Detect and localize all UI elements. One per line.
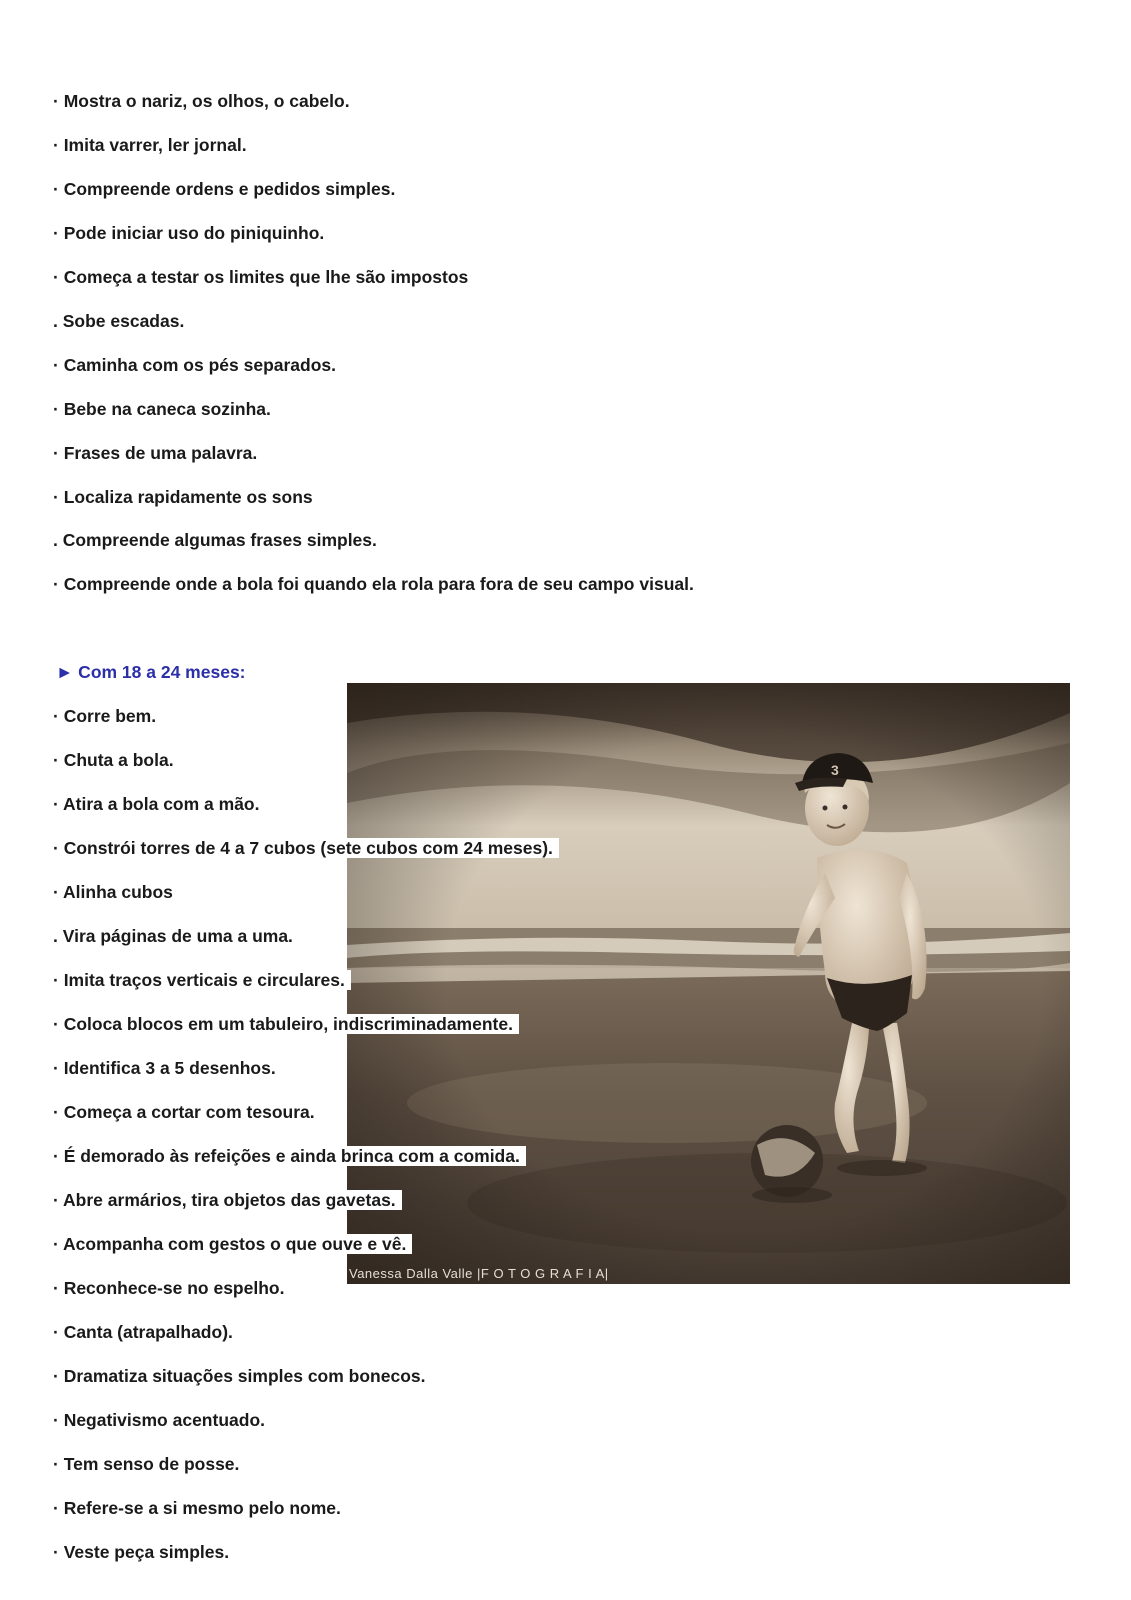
- list-item: [53, 749, 180, 771]
- list-item-text: · Reconhece-se no espelho.: [53, 1278, 285, 1298]
- list-item-text: · Começa a cortar com tesoura.: [53, 1102, 321, 1122]
- list-item: . Sobe escadas.: [53, 311, 185, 331]
- list-item: [53, 1497, 341, 1519]
- list-item: · Começa a testar os limites que lhe são impostos: [53, 267, 469, 287]
- list-item: [53, 881, 179, 903]
- list-item: [53, 1145, 526, 1167]
- photo-credit: Vanessa Dalla Valle |F O T O G R A F I A|: [349, 1266, 609, 1281]
- list-item: . Compreende algumas frases simples.: [53, 530, 377, 550]
- list-item: · Compreende onde a bola foi quando ela rola para fora de seu campo visual.: [53, 574, 694, 594]
- list-item: [53, 1453, 239, 1475]
- list-item: [53, 1233, 412, 1255]
- list-item-text: . Vira páginas de uma a uma.: [53, 926, 299, 946]
- list-item: [53, 1057, 282, 1079]
- list-item: [53, 1101, 321, 1123]
- beach-photo: [347, 683, 1070, 1284]
- list-item: [53, 925, 299, 947]
- list-item: · Mostra o nariz, os olhos, o cabelo.: [53, 91, 350, 111]
- list-item: [53, 705, 162, 727]
- list-item-text: · Identifica 3 a 5 desenhos.: [53, 1058, 282, 1078]
- list-item-text: · É demorado às refeições e ainda brinca com a comida.: [53, 1146, 526, 1166]
- list-item: [53, 1189, 402, 1211]
- list-item-text: · Atira a bola com a mão.: [53, 794, 266, 814]
- list-item-text: · Negativismo acentuado.: [53, 1410, 265, 1430]
- list-item-text: · Dramatiza situações simples com bonecos.: [53, 1366, 426, 1386]
- section-heading: ► Com 18 a 24 meses:: [56, 662, 246, 682]
- list-item-text: · Corre bem.: [53, 706, 162, 726]
- list-item-text: · Coloca blocos em um tabuleiro, indiscriminadamente.: [53, 1014, 519, 1034]
- list-item-text: · Alinha cubos: [53, 882, 179, 902]
- list-item-text: · Chuta a bola.: [53, 750, 180, 770]
- list-item: · Bebe na caneca sozinha.: [53, 399, 271, 419]
- list-item: · Localiza rapidamente os sons: [53, 487, 313, 507]
- child-playing-ball-image: [347, 683, 1070, 1284]
- list-item: · Compreende ordens e pedidos simples.: [53, 179, 396, 199]
- list-item: [53, 969, 351, 991]
- list-item-text: · Constrói torres de 4 a 7 cubos (sete cubos com 24 meses).: [53, 838, 559, 858]
- list-item: [53, 1013, 519, 1035]
- list-item-text: · Veste peça simples.: [53, 1542, 230, 1562]
- list-item-text: · Imita traços verticais e circulares.: [53, 970, 351, 990]
- list-item-text: · Tem senso de posse.: [53, 1454, 240, 1474]
- list-item-text: · Acompanha com gestos o que ouve e vê.: [53, 1234, 412, 1254]
- list-item: [53, 1541, 229, 1563]
- list-item: · Pode iniciar uso do piniquinho.: [53, 223, 325, 243]
- list-item: [53, 1409, 265, 1431]
- list-item: [53, 1277, 284, 1299]
- list-item: [53, 1321, 233, 1343]
- list-item: [53, 837, 559, 859]
- list-item: · Imita varrer, ler jornal.: [53, 135, 247, 155]
- list-item: · Caminha com os pés separados.: [53, 355, 337, 375]
- list-item: [53, 1365, 426, 1387]
- list-item-text: · Refere-se a si mesmo pelo nome.: [53, 1498, 341, 1518]
- list-item: [53, 793, 266, 815]
- list-item: · Frases de uma palavra.: [53, 443, 258, 463]
- list-item-text: · Abre armários, tira objetos das gavetas.: [53, 1190, 402, 1210]
- list-item-text: · Canta (atrapalhado).: [53, 1322, 233, 1342]
